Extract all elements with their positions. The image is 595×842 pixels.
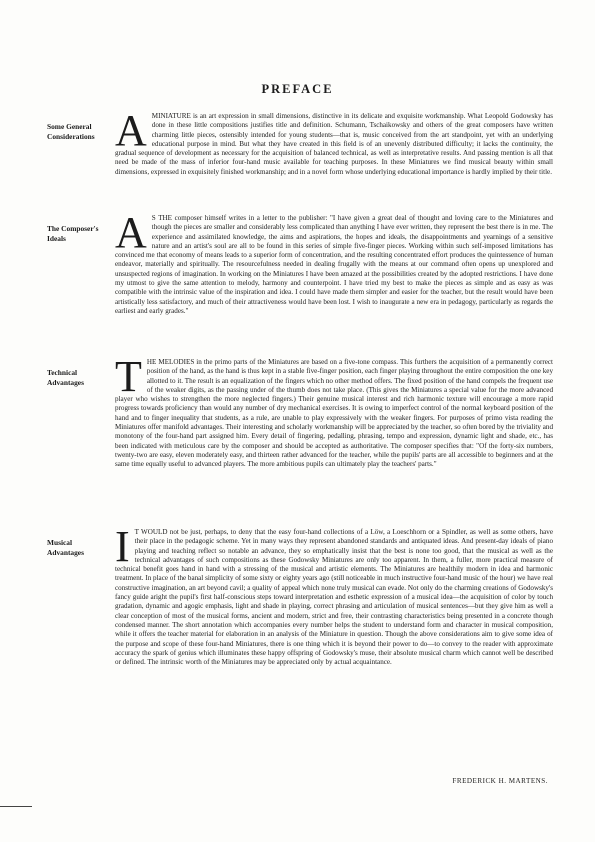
section-label-line: Considerations — [47, 132, 95, 141]
section-label-line: Advantages — [47, 548, 84, 557]
section-label-line: Musical — [47, 538, 73, 547]
section-body: MINIATURE is an art expression in small dimensions, distinctive in its delicate and exquisite workmanship. What Leopold Godowsky has done in these little compositions justifies title and definition. Schumann, Tschaikowsky and others of the great composers have written charming little pieces, ostensibly intended for young students—that is, music conceived from the art standpoint, yet with an underlying educational purpose in mind. But what they have created in this field is of an unevenly distributed difficulty; it lacks the continuity, the gradual sequence of development as necessary for the acquisition of balanced technical, as well as interpretative results. And passing mention is all that need be made of the mass of inferior four-hand music available for teaching purposes. In these Miniatures we find musical beauty within small dimensions, expressed in exquisitely finished workmanship; and in a novel form whose underlying educational importance is hardly implied by their title. — [115, 112, 553, 176]
section-text — [115, 106, 553, 177]
section-body: HE MELODIES in the primo parts of the Miniatures are based on a five-tone compass. This furthers the acquisition of a permanently correct position of the hand, as the hand is thus kept in a stable five-finger position, each finger playing throughout the entire composition the one key allotted to it. The result is an equalization of the fingers which no other method offers. The fixed position of the hand compels the frequent use of the weaker digits, as the passing under of the thumb does not take place. (This gives the Miniatures a special value for the more advanced player who wishes to strengthen the more neglected fingers.) Their genuine musical interest and rich harmonic texture will encourage a more rapid progress towards proficiency than would any number of dry mechanical exercises. It is owing to imperfect control of the normal keyboard position of the hand and to finger inequality that students, as a rule, are unable to play expressively with the weaker fingers. For purposes of primo vista reading the Miniatures offer manifold advantages. Their interesting and scholarly workmanship will be appreciated by the teacher, so often bored by the triviality and monotony of the four-hand part assigned him. Every detail of fingering, pedalling, phrasing, tempo and expression, dynamic light and shade, etc., has been indicated with meticulous care by the composer and should be accepted as authoritative. The composer specifies that: "Of the forty-six numbers, twenty-two are easy, eleven moderately easy, and thirteen rather advanced for the teacher, while the pupils' parts are all accessible to beginners and at the same time equally useful to advanced players. The more ambitious pupils can ultimately play the teachers' parts." — [115, 358, 553, 469]
section-label-line: Some General — [47, 122, 92, 131]
section-musical-advantages — [47, 522, 553, 667]
margin-rule — [0, 806, 32, 807]
section-label-line: The Composer's — [47, 224, 99, 233]
signature: FREDERICK H. MARTENS. — [452, 777, 548, 785]
section-body: T WOULD not be just, perhaps, to deny that the easy four-hand collections of a Löw, a Loeschhorn or a Spindler, as well as some others, have their place in the pedagogic scheme. Yet in many ways they represent abandoned standards and antiquated ideas. And present-day ideals of piano playing and teaching reflect so notable an advance, they so emphatically insist that the best is none too good, that the musical as well as the technical advantages of such compositions as these Godowsky Miniatures are only too apparent. In them, a fuller, more practical measure of technical benefit goes hand in hand with a stressing of the musical and artistic elements. The Miniatures are healthily modern in idea and harmonic treatment. In place of the banal simplicity of some sixty or eighty years ago (still noticeable in much instructive four-hand music of the hour) we have real constructive imagination, an art beyond cavil; a quality of appeal which none truly musical can evade. Not only do the charming creations of Godowsky's fancy guide aright the pupil's first half-conscious steps toward interpretation and esthetic expression of a musical idea—the acquisition of color by touch gradation, dynamic and agogic emphasis, light and shade in playing, correct phrasing and articulation of musical sentences—but they give him as well a clear conception of most of the musical forms, ancient and modern, strict and free, their contrasting characteristics being presented in a concrete though condensed manner. The short annotation which accompanies every number helps the student to understand form and character in musical composition, while it offers the teacher material for elaboration in an analysis of the Miniature in question. Though the above considerations aim to give some idea of the purpose and scope of these four-hand Miniatures, there is one thing which it is beyond their power to do—to convey to the reader with approximate accuracy the spark of genius which illuminates these happy offspring of Godowsky's muse, their absolute musical charm which cannot well be described or defined. The intrinsic worth of the Miniatures may be appreciated only by actual acquaintance. — [115, 528, 553, 667]
section-label-line: Ideals — [47, 234, 66, 243]
section-label — [47, 368, 117, 388]
section-label — [47, 538, 117, 558]
drop-cap: I — [115, 522, 130, 571]
section-technical-advantages — [47, 352, 553, 470]
section-composers-ideals — [47, 208, 553, 316]
page-title: PREFACE — [261, 82, 334, 96]
drop-cap: A — [115, 208, 147, 257]
section-text — [115, 208, 553, 316]
section-body: S THE composer himself writes in a letter to the publisher: "I have given a great deal of thought and loving care to the Miniatures and though the pieces are smaller and considerably less complicated than anything I have ever written, they represent the best there is in me. The experience and assimilated knowledge, the aims and aspirations, the hopes and ideals, the disappointments and yearnings of a sensitive nature and an artist's soul are all to be found in this series of simple five-finger pieces. Working within such self-imposed limitations has convinced me that economy of means leads to a superior form of concentration, and the resulting concentrated effort produces the quintessence of human endeavor, materially and spiritually. The resourcefulness needed in dealing frugally with the means at our command often opens up unexplored and unsuspected regions of imagination. In working on the Miniatures I have been amazed at the possibilities created by the adopted restrictions. I have done my utmost to give the same attention to melody, harmony and counterpoint. I have tried my best to make the pieces as simple and as easy as was compatible with the intrinsic value of the inspiration and idea. I could have made them simpler and easier for the teacher, but the result would have been artistically less satisfactory, and much of their attractiveness would have been lost. I wish to inaugurate a new era in pedagogy, particularly as regards the earliest and early grades." — [115, 214, 553, 315]
section-text — [115, 522, 553, 667]
section-general-considerations — [47, 106, 553, 177]
drop-cap: A — [115, 106, 147, 155]
section-label-line: Technical — [47, 368, 78, 377]
section-text — [115, 352, 553, 470]
section-label-line: Advantages — [47, 378, 84, 387]
section-label — [47, 224, 117, 244]
drop-cap: T — [115, 352, 142, 401]
section-label — [47, 122, 117, 142]
